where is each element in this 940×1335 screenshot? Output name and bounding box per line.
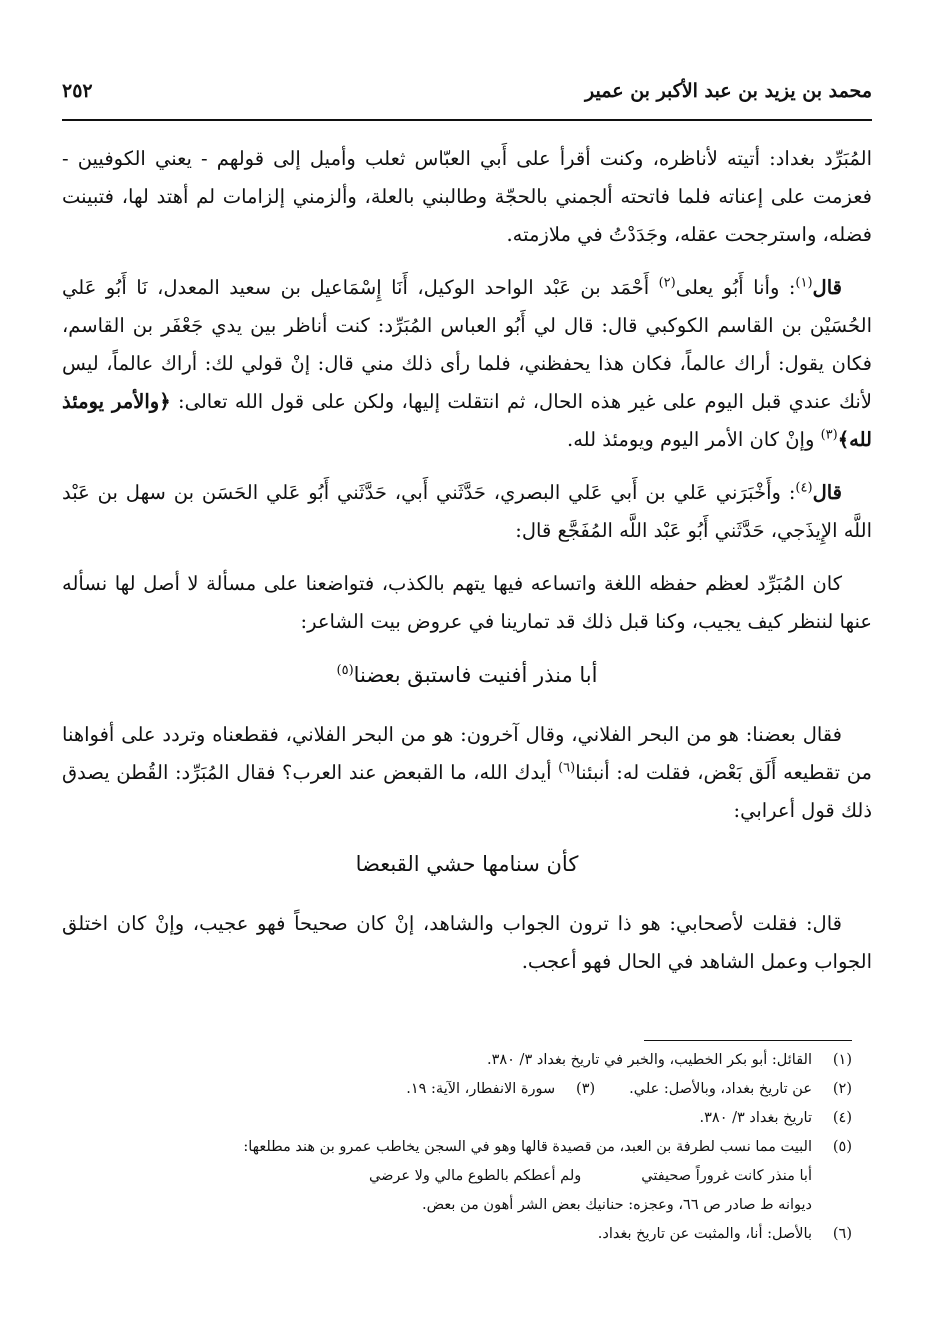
footnote-5-verse	[62, 1162, 852, 1191]
note-ref-5: (٥)	[336, 663, 354, 678]
footnote-2-text: عن تاريخ بغداد، وبالأصل: علي.	[629, 1081, 812, 1097]
footnote-2-3	[62, 1075, 852, 1104]
footnote-3	[406, 1075, 595, 1104]
paragraph-4: كان المُبَرِّد لعظم حفظه اللغة واتساعه فيها يتهم بالكذب، فتواضعنا على مسألة لا أصل لها نسأله عنها لننظر كيف يجيب، وكنا قبل ذلك قد تمارينا في عروض بيت الشاعر:	[62, 572, 872, 633]
footnote-1-text: القائل: أبو بكر الخطيب، والخبر في تاريخ بغداد ٣/ ٣٨٠.	[486, 1052, 812, 1068]
paragraph-3-lead: قال	[812, 481, 842, 504]
verse-line-1	[62, 656, 872, 694]
verse-line-2: كأن سنامها حشي القبعضا	[355, 852, 579, 876]
footnote-1	[62, 1046, 852, 1075]
paragraph-6: قال: فقلت لأصحابي: هو ذا ترون الجواب والشاهد، إنْ كان صحيحاً فهو عجيب، وإنْ كان اختلق الجواب وعمل الشاهد في الحال فهو أعجب.	[62, 912, 872, 973]
footnote-6-number: (٦)	[832, 1226, 852, 1242]
paragraph-1: المُبَرِّد بغداد: أتيته لأناظره، وكنت أقرأ على أَبي العبّاس ثعلب وأميل إلى قولهم - يعني الكوفيين - فعزمت على إعناته فلما فاتحته ألجمني بالحجّة وطالبني بالعلة، وألزمني إلزامات لم أهتد لها، فتبينت فضله، واسترجحت عقله، وجَدَدْتُ في ملازمته.	[62, 147, 872, 246]
header-divider	[62, 119, 872, 121]
footnote-2-number: (٢)	[832, 1081, 852, 1097]
footnote-5-text: البيت مما نسب لطرفة بن العبد، من قصيدة قالها وهو في السجن يخاطب عمرو بن هند مطلعها:	[243, 1139, 812, 1155]
footnote-5-number: (٥)	[832, 1139, 852, 1155]
paragraph-2-text-c: وإنْ كان الأمر اليوم ويومئذ لله.	[567, 428, 821, 451]
note-ref-1: (١)	[795, 275, 813, 291]
note-ref-2: (٢)	[658, 275, 676, 291]
paragraph-2	[62, 269, 872, 459]
page-header	[62, 70, 872, 102]
footnote-4	[62, 1104, 852, 1133]
footnote-3-text: سورة الانفطار، الآية: ١٩.	[406, 1081, 556, 1097]
quran-quote: ﴿والأمر يومئذ لله﴾	[62, 390, 872, 451]
paragraph-5-text-b: أيدك الله، ما القبعض عند العرب؟ فقال المُبَرِّد: القُطن يصدق ذلك قول أعرابي:	[62, 761, 872, 822]
paragraph-5	[62, 716, 872, 830]
paragraph-5-text-a: فقال بعضنا: هو من البحر الفلاني، وقال آخرون: هو من البحر الفلاني، فقطعناه وتردد على أفواهنا من تقطيعه أَلَق بَعْض، فقلت له: أنبئنا	[62, 723, 872, 784]
footnotes	[62, 1046, 852, 1249]
main-text	[62, 140, 872, 996]
footnote-6-text: بالأصل: أنا، والمثبت عن تاريخ بغداد.	[597, 1226, 812, 1242]
footnote-5-extra	[62, 1191, 852, 1220]
paragraph-3	[62, 474, 872, 550]
note-ref-4: (٤)	[795, 480, 813, 496]
footnote-5-verse-second: ولم أعطكم بالطوع مالي ولا عرضي	[368, 1168, 582, 1184]
footnote-4-number: (٤)	[832, 1110, 852, 1126]
footnote-2	[629, 1075, 852, 1104]
footnote-divider	[644, 1040, 852, 1041]
paragraph-2-lead: قال	[812, 276, 842, 299]
paragraph-2-text-a: : وأنا أَبُو يعلى	[675, 276, 796, 299]
paragraph-2-text-b: أَحْمَد بن عَبْد الواحد الوكيل، أَنَا إِسْمَاعيل بن سعيد المعدل، نَا أَبُو عَلي الحُسَيْن بن القاسم الكوكبي قال: قال لي أَبُو العباس المُبَرِّد: كنت أناظر بين يدي جَعْفَر بن القاسم، فكان يقول: أراك عالماً، فكان هذا يحفظني، فلما رأى ذلك مني قال: إنْ قولي لك: أراك عالماً، ليس لأنك عندي قبل اليوم على غير هذه الحال، ثم انتقلت إليها، ولكن على قول الله تعالى:	[62, 276, 872, 413]
running-title: محمد بن يزيد بن عبد الأكبر بن عمير	[585, 80, 872, 102]
note-ref-3: (٣)	[820, 427, 838, 443]
footnote-1-number: (١)	[832, 1052, 852, 1068]
note-ref-6: (٦)	[558, 760, 576, 776]
footnote-5-extra-text: ديوانه ط صادر ص ٦٦، وعجزه: حنانيك بعض الشر أهون من بعض.	[422, 1197, 812, 1213]
footnote-5-verse-first: أبا منذر كانت غروراً صحيفتي	[641, 1168, 812, 1184]
verse-1-text: أبا منذر أفنيت فاستبق بعضنا	[353, 663, 598, 687]
footnote-3-number: (٣)	[576, 1081, 596, 1097]
footnote-4-text: تاريخ بغداد ٣/ ٣٨٠.	[699, 1110, 812, 1126]
footnote-6	[62, 1220, 852, 1249]
footnote-5	[62, 1133, 852, 1162]
page-number: ٢٥٢	[62, 80, 93, 102]
paragraph-3-text: : وأَخْبَرَني عَلي بن أَبي عَلي البصري، حَدَّثَني أَبي، حَدَّثَني أَبُو عَلي الحَسَن بن سهل بن عَبْد اللَّه الإِيذَجي، حَدَّثَني أَبُو عَبْد اللَّه المُفَجَّع قال:	[62, 481, 872, 542]
